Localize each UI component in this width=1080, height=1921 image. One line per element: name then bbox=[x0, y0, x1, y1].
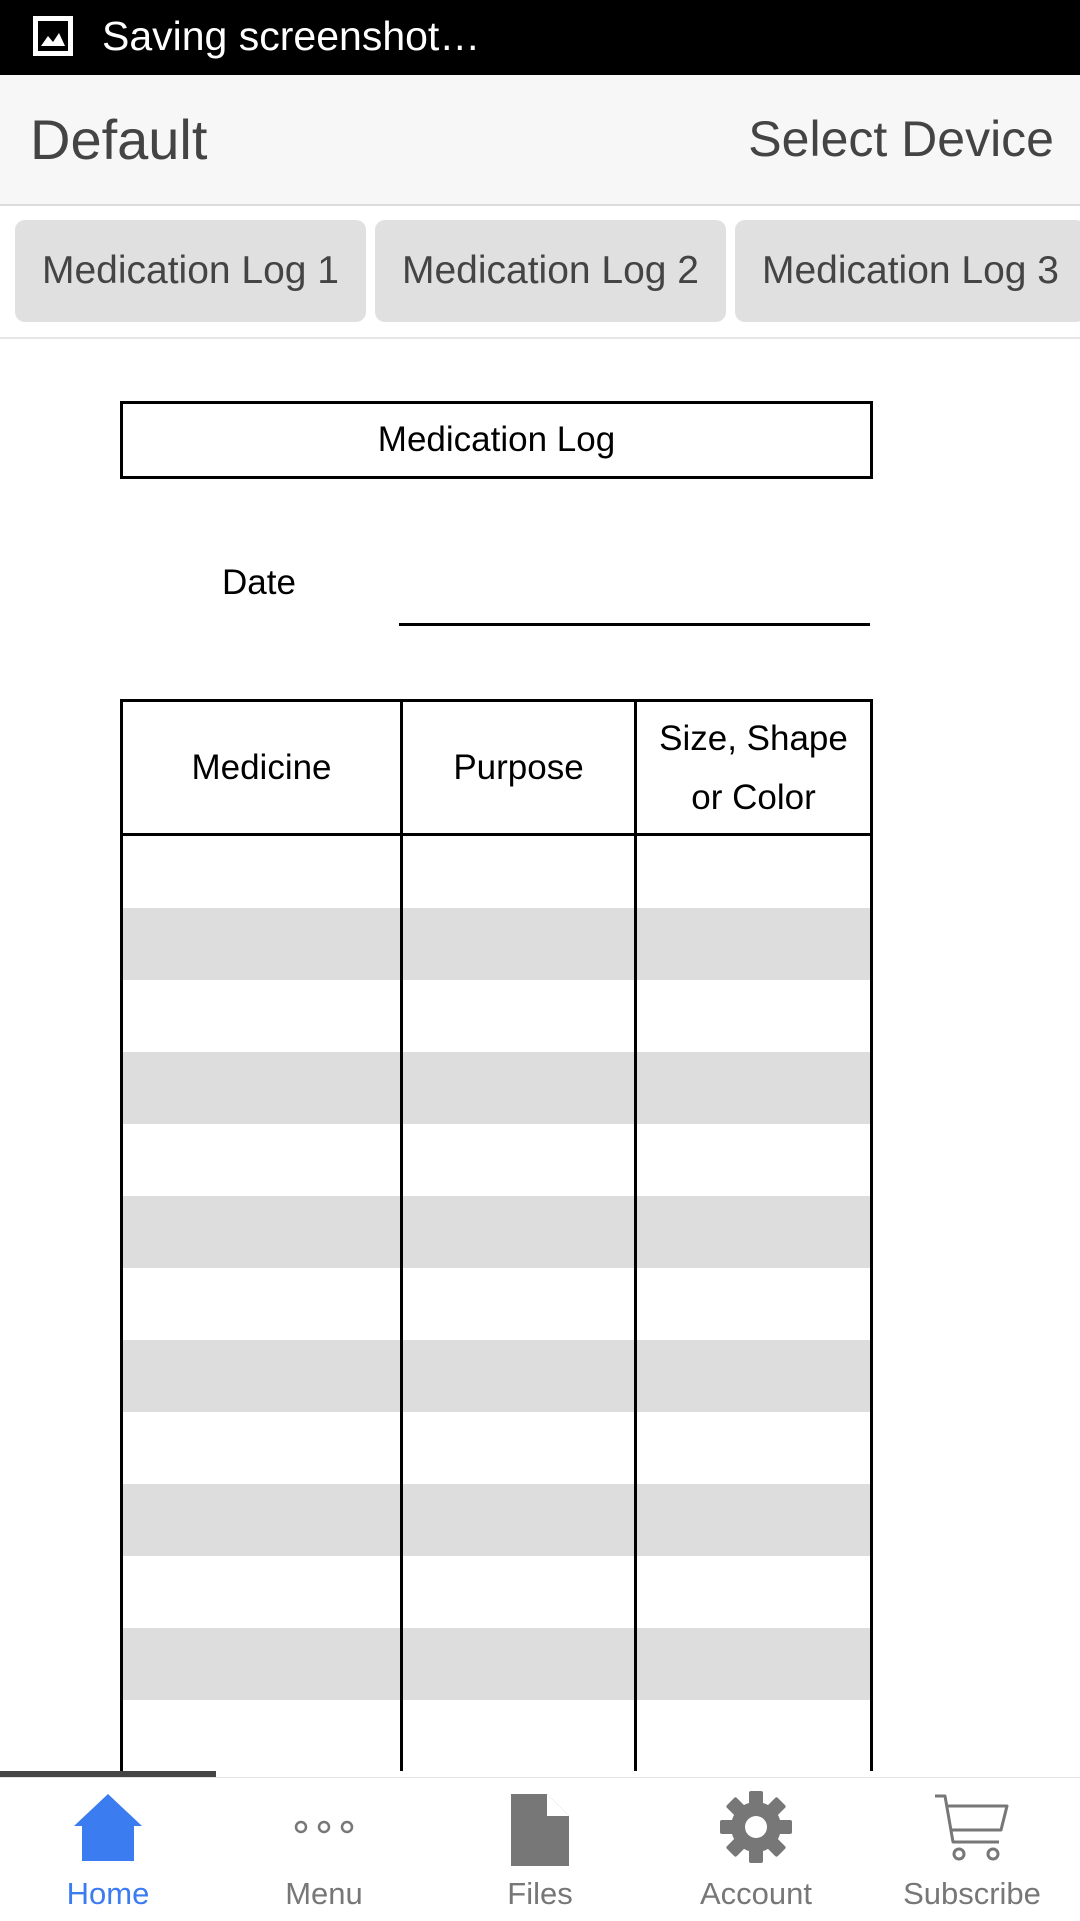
table-row[interactable] bbox=[123, 1340, 870, 1412]
table-cell[interactable] bbox=[637, 1124, 870, 1196]
nav-account[interactable] bbox=[648, 1778, 864, 1921]
date-field[interactable] bbox=[399, 623, 870, 626]
medication-table bbox=[120, 699, 873, 1771]
more-dots-icon bbox=[287, 1790, 361, 1864]
home-icon bbox=[71, 1790, 145, 1864]
table-cell[interactable] bbox=[123, 1052, 400, 1124]
table-cell[interactable] bbox=[637, 980, 870, 1052]
table-row[interactable] bbox=[123, 1052, 870, 1124]
nav-menu-label: Menu bbox=[285, 1876, 363, 1911]
table-cell[interactable] bbox=[403, 908, 634, 980]
table-cell[interactable] bbox=[123, 1124, 400, 1196]
column-divider bbox=[400, 702, 403, 1771]
table-cell[interactable] bbox=[403, 1052, 634, 1124]
table-header-row bbox=[123, 702, 870, 836]
table-cell[interactable] bbox=[123, 1412, 400, 1484]
table-cell[interactable] bbox=[123, 1196, 400, 1268]
table-cell[interactable] bbox=[637, 1340, 870, 1412]
table-row[interactable] bbox=[123, 1700, 870, 1771]
document-view[interactable] bbox=[0, 339, 1080, 1771]
nav-files[interactable] bbox=[432, 1778, 648, 1921]
table-row[interactable] bbox=[123, 908, 870, 980]
nav-home[interactable] bbox=[0, 1778, 216, 1921]
table-cell[interactable] bbox=[403, 1556, 634, 1628]
table-row[interactable] bbox=[123, 1556, 870, 1628]
table-cell[interactable] bbox=[123, 1556, 400, 1628]
status-bar bbox=[0, 0, 1080, 75]
table-cell[interactable] bbox=[637, 908, 870, 980]
table-cell[interactable] bbox=[403, 980, 634, 1052]
table-row[interactable] bbox=[123, 1484, 870, 1556]
table-cell[interactable] bbox=[403, 1196, 634, 1268]
table-cell[interactable] bbox=[637, 1052, 870, 1124]
table-cell[interactable] bbox=[637, 1196, 870, 1268]
table-row[interactable] bbox=[123, 980, 870, 1052]
tab-medication-log-2[interactable]: Medication Log 2 bbox=[375, 220, 726, 322]
table-row[interactable] bbox=[123, 1268, 870, 1340]
header-size-shape-color: Size, Shape or Color bbox=[659, 718, 848, 817]
table-cell[interactable] bbox=[123, 1268, 400, 1340]
table-cell[interactable] bbox=[637, 1628, 870, 1700]
table-cell[interactable] bbox=[403, 1412, 634, 1484]
nav-files-label: Files bbox=[507, 1876, 573, 1911]
status-text: Saving screenshot… bbox=[102, 13, 481, 59]
table-row[interactable] bbox=[123, 1196, 870, 1268]
bottom-nav bbox=[0, 1777, 1080, 1920]
cart-icon bbox=[933, 1790, 1011, 1868]
file-icon bbox=[503, 1790, 577, 1870]
gear-icon bbox=[719, 1790, 793, 1864]
table-cell[interactable] bbox=[637, 1268, 870, 1340]
table-cell[interactable] bbox=[637, 836, 870, 908]
nav-menu[interactable] bbox=[216, 1778, 432, 1921]
table-cell[interactable] bbox=[637, 1412, 870, 1484]
header-purpose: Purpose bbox=[453, 748, 584, 787]
table-cell[interactable] bbox=[403, 1268, 634, 1340]
table-cell[interactable] bbox=[403, 1700, 634, 1771]
table-cell[interactable] bbox=[123, 908, 400, 980]
nav-home-label: Home bbox=[66, 1876, 150, 1911]
table-row[interactable] bbox=[123, 1124, 870, 1196]
table-cell[interactable] bbox=[123, 1340, 400, 1412]
document-title: Medication Log bbox=[120, 401, 873, 479]
image-icon bbox=[32, 15, 74, 57]
column-divider bbox=[634, 702, 637, 1771]
date-label: Date bbox=[222, 563, 296, 602]
table-cell[interactable] bbox=[403, 836, 634, 908]
table-cell[interactable] bbox=[637, 1700, 870, 1771]
table-cell[interactable] bbox=[403, 1340, 634, 1412]
table-cell[interactable] bbox=[123, 836, 400, 908]
table-row[interactable] bbox=[123, 836, 870, 908]
table-cell[interactable] bbox=[123, 980, 400, 1052]
table-cell[interactable] bbox=[123, 1628, 400, 1700]
table-row[interactable] bbox=[123, 1412, 870, 1484]
table-cell[interactable] bbox=[403, 1124, 634, 1196]
header-medicine: Medicine bbox=[191, 748, 332, 787]
log-tabs bbox=[0, 206, 1080, 339]
nav-subscribe[interactable] bbox=[864, 1778, 1080, 1921]
table-cell[interactable] bbox=[637, 1556, 870, 1628]
table-cell[interactable] bbox=[123, 1700, 400, 1771]
tab-medication-log-3[interactable]: Medication Log 3 bbox=[735, 220, 1080, 322]
table-cell[interactable] bbox=[637, 1484, 870, 1556]
table-cell[interactable] bbox=[123, 1484, 400, 1556]
nav-account-label: Account bbox=[699, 1876, 812, 1911]
app-bar bbox=[0, 75, 1080, 206]
page-title: Default bbox=[30, 108, 208, 171]
select-device-button[interactable]: Select Device bbox=[748, 111, 1054, 167]
table-row[interactable] bbox=[123, 1628, 870, 1700]
nav-subscribe-label: Subscribe bbox=[903, 1876, 1041, 1911]
table-cell[interactable] bbox=[403, 1484, 634, 1556]
tab-medication-log-1[interactable]: Medication Log 1 bbox=[15, 220, 366, 322]
table-cell[interactable] bbox=[403, 1628, 634, 1700]
